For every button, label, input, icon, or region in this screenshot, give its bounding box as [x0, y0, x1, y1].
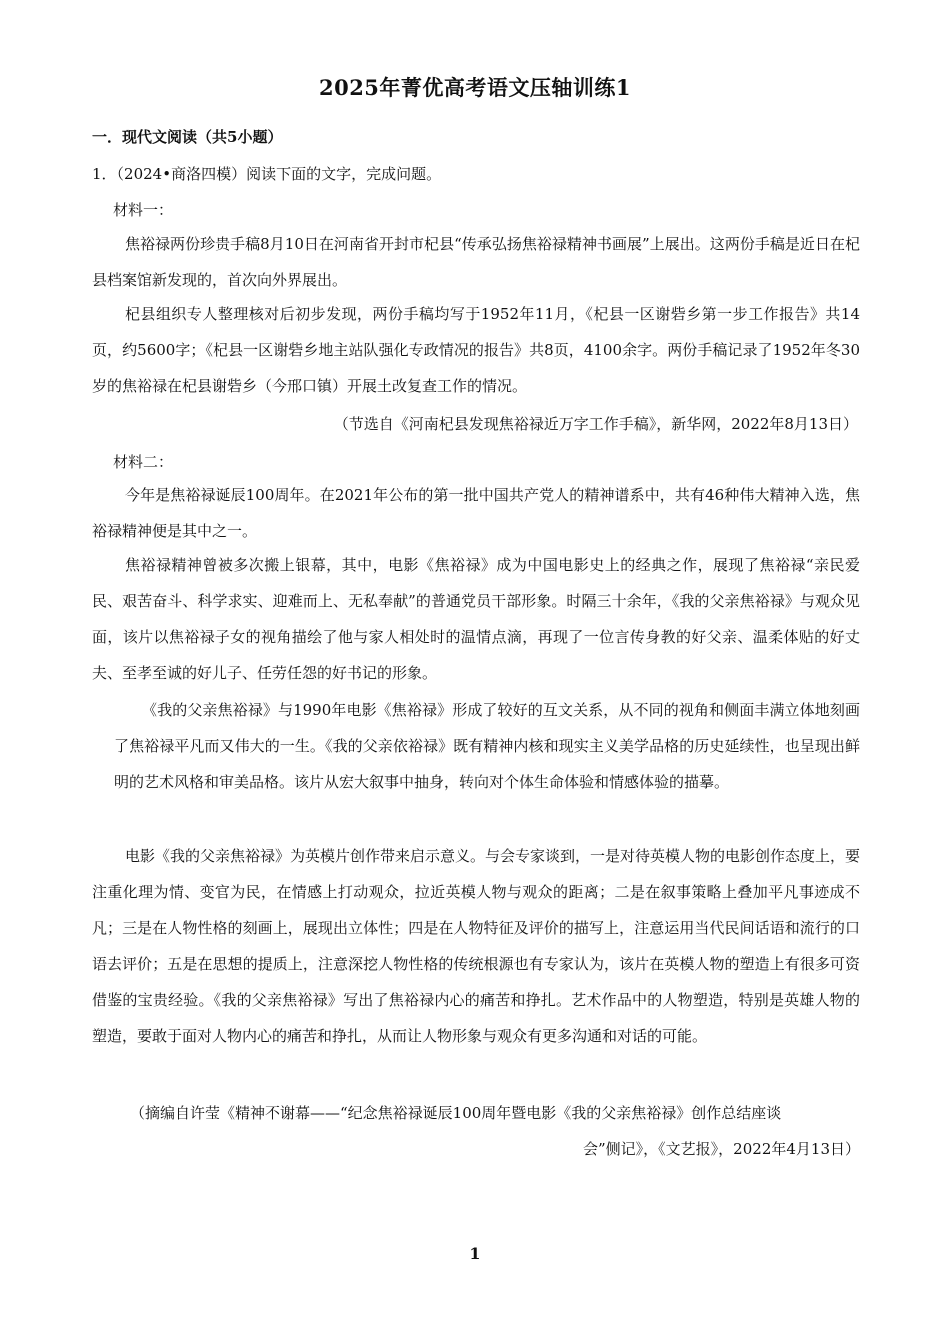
document-title: 2025年菁优高考语文压轴训练1	[318, 75, 632, 100]
material-2-paragraph: 电影《我的父亲焦裕禄》为英模片创作带来启示意义。与会专家谈到，一是对待英模人物的电影创作态度上，要注重化理为情、变官为民，在情感上打动观众，拉近英模人物与观众的距离；二是在叙事策略上叠加平凡事迹成不凡；三是在人物性格的刻画上，展现出立体性；四是在人物特征及评价的描写上，注意运用当代民间话语和流行的口语去评价；五是在思想的提质上，注意深挖人物性格的传统根源也有专家认为，该片在英模人物的塑造上有很多可资借鉴的宝贵经验。《我的父亲焦裕禄》写出了焦裕禄内心的痛苦和挣扎。艺术作品中的人物塑造，特别是英雄人物的塑造，要敢于面对人物内心的痛苦和挣扎，从而让人物形象与观众有更多沟通和对话的可能。	[92, 847, 861, 1045]
page-number: 1	[469, 1244, 481, 1263]
material-2-paragraph: 今年是焦裕禄诞辰100周年。在2021年公布的第一批中国共产党人的精神谱系中，共有46种伟大精神入选，焦裕禄精神便是其中之一。	[92, 486, 860, 540]
material-1-paragraph: 杞县组织专人整理核对后初步发现，两份手稿均写于1952年11月，《杞县一区谢砦乡第一步工作报告》共14页，约5600字；《杞县一区谢砦乡地主站队强化专政情况的报告》共8页，4100余字。两份手稿记录了1952年冬30岁的焦裕禄在杞县谢砦乡（今邢口镇）开展土改复查工作的情况。	[92, 305, 860, 395]
question-intro: 1．（2024•商洛四模）阅读下面的文字，完成问题。	[92, 165, 442, 183]
material-2-label: 材料二：	[113, 453, 174, 471]
material-2-paragraph: 《我的父亲焦裕禄》与1990年电影《焦裕禄》形成了较好的互文关系，从不同的视角和侧面丰满立体地刻画了焦裕禄平凡而又伟大的一生。《我的父亲依裕禄》既有精神内核和现实主义美学品格的历史延续性，也呈现出鲜明的艺术风格和审美品格。该片从宏大叙事中抽身，转向对个体生命体验和情感体验的描摹。	[114, 701, 860, 791]
material-1-source: （节选自《河南杞县发现焦裕禄近万字工作手稿》，新华网，2022年8月13日）	[333, 415, 858, 433]
material-2-source-line-2: 会”侧记》，《文艺报》，2022年4月13日）	[583, 1140, 860, 1158]
material-2-source	[130, 1095, 860, 1167]
material-2-paragraph: 焦裕禄精神曾被多次搬上银幕，其中，电影《焦裕禄》成为中国电影史上的经典之作，展现了焦裕禄“亲民爱民、艰苦奋斗、科学求实、迎难而上、无私奉献”的普通党员干部形象。时隔三十余年，《我的父亲焦裕禄》与观众见面，该片以焦裕禄子女的视角描绘了他与家人相处时的温情点滴，再现了一位言传身教的好父亲、温柔体贴的好丈夫、至孝至诚的好儿子、任劳任怨的好书记的形象。	[92, 556, 860, 682]
section-heading: 一．现代文阅读（共5小题）	[92, 128, 283, 146]
material-1-paragraph: 焦裕禄两份珍贵手稿8月10日在河南省开封市杞县“传承弘扬焦裕禄精神书画展”上展出。这两份手稿是近日在杞县档案馆新发现的，首次向外界展出。	[92, 235, 860, 289]
material-2-source-line-1: （摘编自许莹《精神不谢幕——“纪念焦裕禄诞辰100周年暨电影《我的父亲焦裕禄》创作总结座谈	[130, 1104, 782, 1122]
material-1-label: 材料一：	[113, 201, 174, 219]
